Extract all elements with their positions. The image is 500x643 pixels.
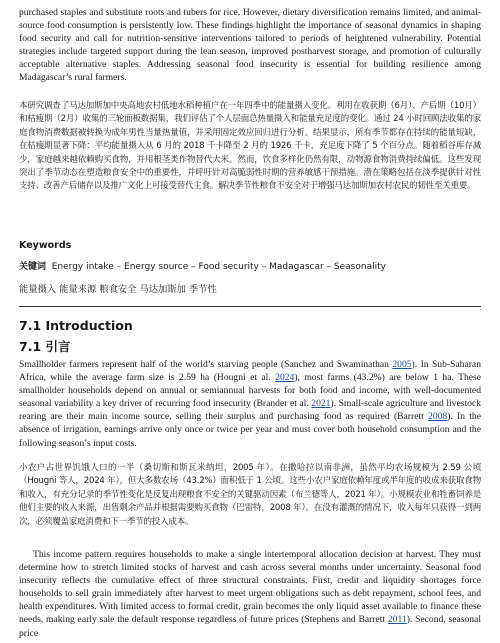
keywords-list: Energy intake – Energy source – Food security – Madagascar – Seasonality [51,262,386,272]
citation-link[interactable]: 2011 [387,614,407,626]
text-run: ). Small-scale agriculture and livestock rearing are their main income source, selling their surplus and purchasing food as required (Barrett [19,398,481,423]
intro-paragraph-1 [19,358,481,450]
text-run: This income pattern requires households to make a single intertemporal allocation decision at harvest. They must determine how to stretch limited stocks of harvest and cash across several months under uncertainty. Seasonal food insecurity reflects the cumulative effect of three structural constraints. First, credit and liquidity shortages force households to sell grain immediately after harvest to meet urgent obligations such as debt repayment, school fees, and health expenditures. With limited access to formal credit, grain becomes the only liquid asset available to finance these needs, making early sale the default response regardless of future prices (Stephens and Barrett [19,549,481,626]
intro-paragraph-2 [19,548,481,640]
keywords-line [19,259,481,272]
abstract-chinese: 本研究调查了马达加斯加中央高地农村低地水稻种植户在一年四季中的能量摄入变化。利用在收获期（6月）、产后期（10月）和枯瘦期（2月）收集的三轮面板数据集，我们评估了个人层面总热量摄入和能量充足度的变化。通过 24 小时回顾法收集的家庭食物消费数据被转换为成年男性当量热量值，并采用固定效应回归进行分析。结果显示，所有季节都存在持续的能量短缺，在枯瘦期显著下降：平均能量摄入从 6 月的 2018 千卡降至 2 月的 1926 千卡，充足度下降了 5 个百分点。随着稻谷库存减少，家庭越来越依赖购买食物，并用根茎类作物替代大米。然而，饮食多样化仍然有限，动物源食物消费持续偏低。这些发现突出了季节动态在塑造粮食安全中的重要性，并呼吁针对高脆弱性时期的营养敏感干预措施。潜在策略包括在淡季提供针对性支持、改善产后储存以及推广文化上可接受替代主食。解决季节性粮食不安全对于增强马达加斯加农村农民的韧性至关重要。 [19,101,481,192]
section-title-english: 7.1 Introduction [19,318,133,333]
text-run: ). Second, seasonal price [19,614,481,639]
citation-link[interactable]: 2024 [275,372,295,384]
intro-paragraph-1-chinese: 小农户占世界饥饿人口的一半（桑切斯和斯瓦米纳坦，2005 年）。在撒哈拉以南非洲，虽然平均农场规模为 2.59 公顷（Hougni 等人，2024 年），但大多数农场（43.2%）面积低于 1 公顷。这些小农户家庭依赖年度或半年度的收成来获取食物和收入，有充分记录的季节性变化是反复出现粮食不安全的关键驱动因素（布兰德等人，2021 年）。小规模农业和牲畜饲养是他们主要的收入来源，出售剩余产品并根据需要购买食物（巴雷特，2008 年）。在没有灌溉的情况下，收入每年只获得一到两次，必须覆盖家庭消费和下一季节的投入成本。 [19,463,481,527]
keywords-heading: Keywords [19,240,72,251]
text-run: ). In Sub-Saharan Africa, while the average farm size is 2.59 ha (Hougni et al. [19,359,481,384]
abstract-english-end: purchased staples and substitute roots and tubers for rice. However, dietary diversification remains limited, and animal-source food consumption is persistently low. These findings highlight the importance of seasonal dynamics in shaping food security and call for nutrition-sensitive interventions tailored to periods of heightened vulnerability. Potential strategies include targeted support during the lean season, improved postharvest storage, and promotion of culturally acceptable alternative staples. Addressing seasonal food insecurity is essential for building resilience among Madagascar’s rural farmers. [19,7,481,84]
citation-link[interactable]: 2021 [311,398,331,410]
section-title-chinese: 7.1 引言 [19,339,71,354]
text-run: Smallholder farmers represent half of the world’s starving people (Sanchez and Swaminathan [19,359,393,370]
text-run: ). In the absence of irrigation, earnings arrive only once or twice per year and must cover both household consumption and the following season’s input costs. [19,411,481,449]
citation-link[interactable]: 2005 [392,359,412,370]
section-divider [19,306,481,307]
keywords-chinese: 能量摄入 能量来源 粮食安全 马达加斯加 季节性 [19,284,217,295]
keywords-label: 关键词 [19,262,47,272]
text-run: ), most farms (43.2%) are below 1 ha. These smallholder households depend on annual or semiannual harvests for both food and income, with well-documented seasonal variability a key driver of recurring food insecurity (Brander et al. [19,372,481,410]
citation-link[interactable]: 2008 [428,411,448,423]
